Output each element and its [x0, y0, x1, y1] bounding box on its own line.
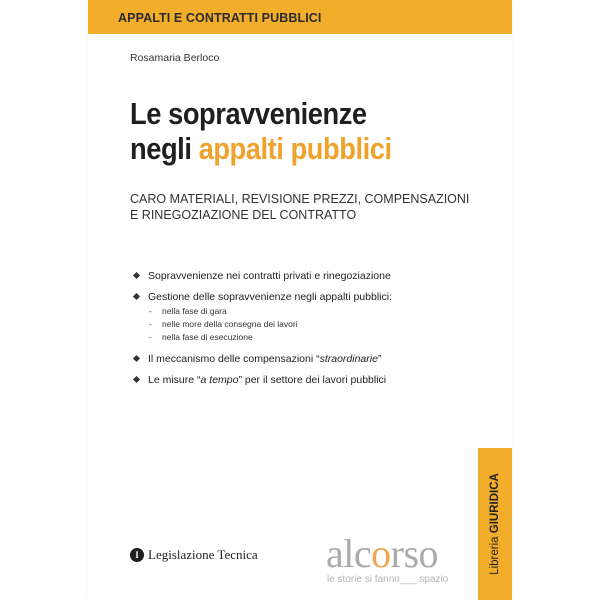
sub-list-item-text: nella fase di esecuzione	[162, 332, 253, 342]
book-title-plain: negli	[130, 131, 199, 166]
list-item-text-emphasis: straordinarie	[319, 353, 378, 365]
watermark-part-2: o	[371, 531, 391, 576]
sub-list-item-text: nelle more della consegna dei lavori	[162, 319, 298, 329]
list-item	[134, 291, 504, 344]
list-item-text: Gestione delle sopravvenienze negli appalti pubblici:	[148, 291, 392, 303]
watermark-part-1: alc	[326, 531, 372, 576]
book-title-line-1: Le sopravvenienze	[130, 96, 367, 131]
sub-list-item: - nelle more della consegna dei lavori	[149, 319, 298, 329]
book-subtitle	[130, 191, 469, 223]
sub-list	[148, 305, 504, 344]
author-name: Rosamaria Berloco	[130, 52, 220, 64]
list-item-text-post: ”	[377, 353, 382, 365]
collection-name: GIURIDICA	[489, 473, 501, 534]
diamond-bullet-icon	[133, 376, 140, 383]
series-band	[88, 0, 512, 34]
list-item-text-emphasis: a tempo	[200, 374, 239, 386]
publisher	[130, 547, 258, 563]
book-cover	[88, 0, 512, 600]
book-title-accent: appalti pubblici	[198, 131, 392, 166]
series-title: APPALTI E CONTRATTI PUBBLICI	[118, 11, 322, 25]
list-item-text: Sopravvenienze nei contratti privati e rinegoziazione	[148, 270, 391, 282]
diamond-bullet-icon	[133, 355, 140, 362]
publisher-name: Legislazione Tecnica	[148, 547, 258, 562]
watermark-logo	[326, 530, 438, 577]
list-item-text-pre: Le misure “	[148, 374, 201, 386]
subtitle-line-1: CARO MATERIALI, REVISIONE PREZZI, COMPENSAZIONI	[130, 192, 470, 206]
diamond-bullet-icon	[133, 272, 140, 279]
sub-list-item: - nella fase di esecuzione	[149, 332, 253, 342]
sub-list-item-text: nella fase di gara	[162, 306, 227, 316]
list-item	[134, 353, 504, 365]
legislazione-tecnica-logo-icon: I	[130, 548, 144, 562]
list-item	[134, 270, 504, 282]
list-item-text-post: ” per il settore dei lavori pubblici	[238, 374, 387, 386]
collection-tab	[478, 448, 512, 600]
contents-list	[134, 270, 504, 395]
collection-label	[489, 473, 501, 575]
subtitle-line-2: E RINEGOZIAZIONE DEL CONTRATTO	[130, 208, 357, 222]
sub-list-item: - nella fase di gara	[149, 306, 227, 316]
book-title-line-2	[130, 131, 392, 167]
list-item-text-pre: Il meccanismo delle compensazioni “	[148, 353, 320, 365]
watermark-part-3: rso	[390, 531, 439, 576]
diamond-bullet-icon	[133, 293, 140, 300]
list-item	[134, 374, 504, 386]
watermark-tagline: le storie si fanno___ spazio	[327, 574, 449, 585]
collection-prefix: Libreria	[489, 533, 501, 575]
